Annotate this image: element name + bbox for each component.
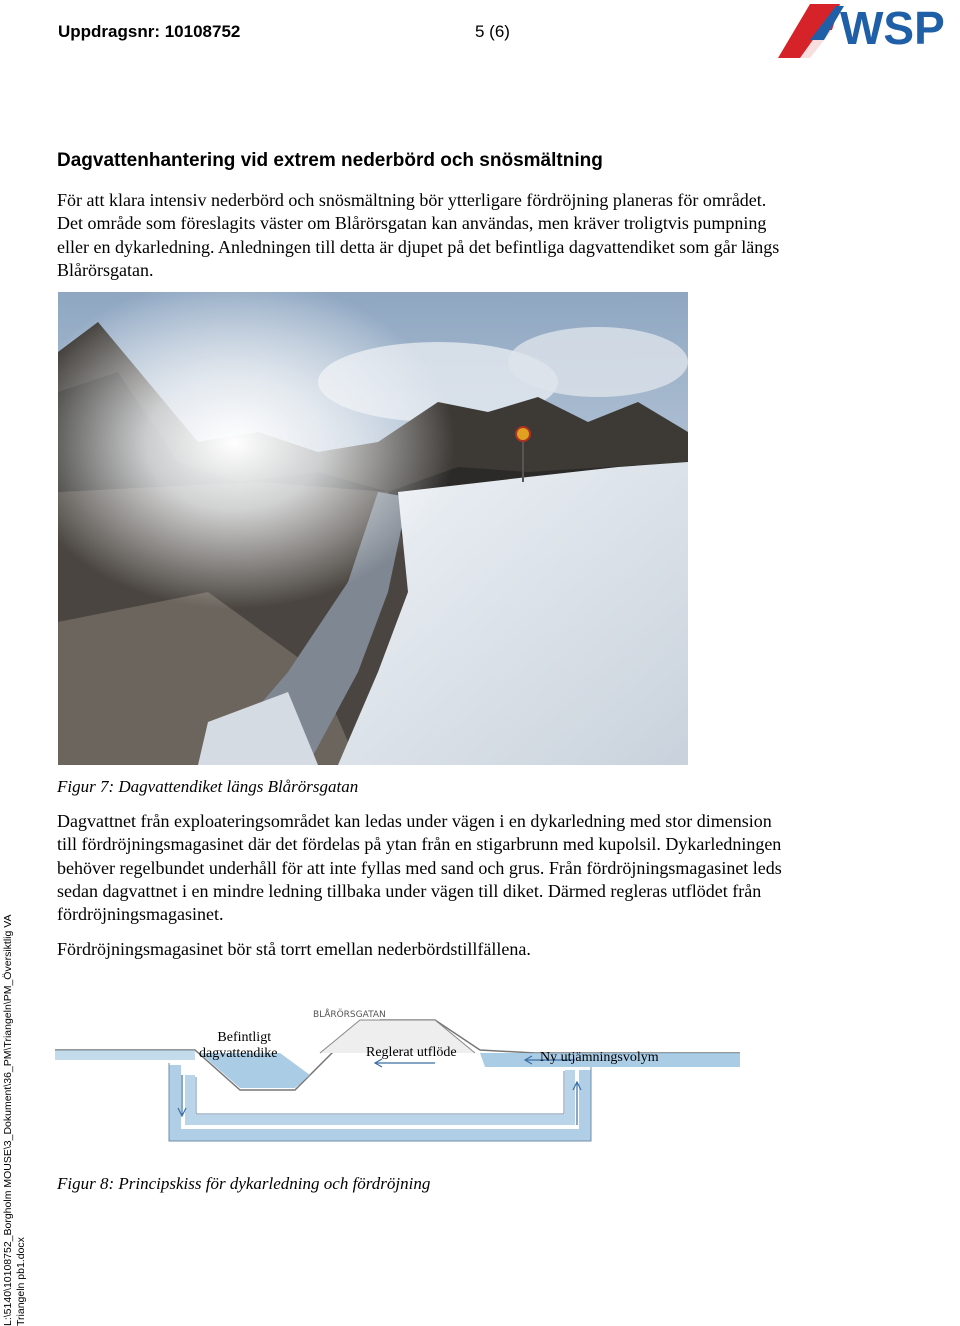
principle-sketch	[55, 975, 740, 1165]
wsp-logo	[770, 0, 960, 60]
section-heading: Dagvattenhantering vid extrem nederbörd och snösmältning	[57, 150, 603, 171]
volume-label: Ny utjämningsvolym	[540, 1050, 659, 1065]
file-path	[2, 876, 28, 1326]
ditch-label-line1: Befintligt	[217, 1030, 272, 1045]
figure8-caption: Figur 8: Principskiss för dykarledning och fördröjning	[57, 1174, 431, 1193]
ditch-label-line2: dagvattendike	[199, 1046, 278, 1061]
page-number: 5 (6)	[475, 22, 510, 41]
document-number: Uppdragsnr: 10108752	[58, 22, 241, 41]
ditch-label	[199, 1030, 278, 1062]
file-path-line1: L:\5140\10108752_Borgholm MOUSE\3_Dokument\36_PM\Triangeln\PM_Översiktlig VA	[2, 914, 14, 1326]
body-paragraph-2: Fördröjningsmagasinet bör stå torrt emellan nederbördstillfällena.	[57, 939, 531, 959]
ditch-photo	[58, 292, 688, 765]
logo-text: WSP	[840, 2, 945, 54]
outflow-label: Reglerat utflöde	[366, 1045, 457, 1060]
file-path-line2: Triangeln pb1.docx	[15, 1237, 27, 1326]
road-label: BLÅRÖRSGATAN	[313, 1010, 386, 1020]
figure7-caption: Figur 7: Dagvattendiket längs Blårörsgatan	[57, 777, 359, 796]
intro-paragraph: För att klara intensiv nederbörd och snösmältning bör ytterligare fördröjning planeras för området. Det område som föreslagits väster om Blårörsgatan kan användas, men kräver troligtvis pumpning eller en dykarledning. Anledningen till detta är djupet på det befintliga dagvattendiket som går längs Blårörsgatan.	[57, 190, 780, 280]
body-paragraph: Dagvattnet från exploateringsområdet kan ledas under vägen i en dykarledning med stor dimension till fördröjningsmagasinet där det fördelas på ytan från en stigarbrunn med kupolsil. Dykarledningen behöver regelbundet underhåll för att inte fyllas med sand och grus. Från fördröjningsmagasinet leds sedan dagvattnet i en mindre ledning tillbaka under vägen till diket. Därmed regleras utflödet från fördröjningsmagasinet.	[57, 811, 782, 925]
